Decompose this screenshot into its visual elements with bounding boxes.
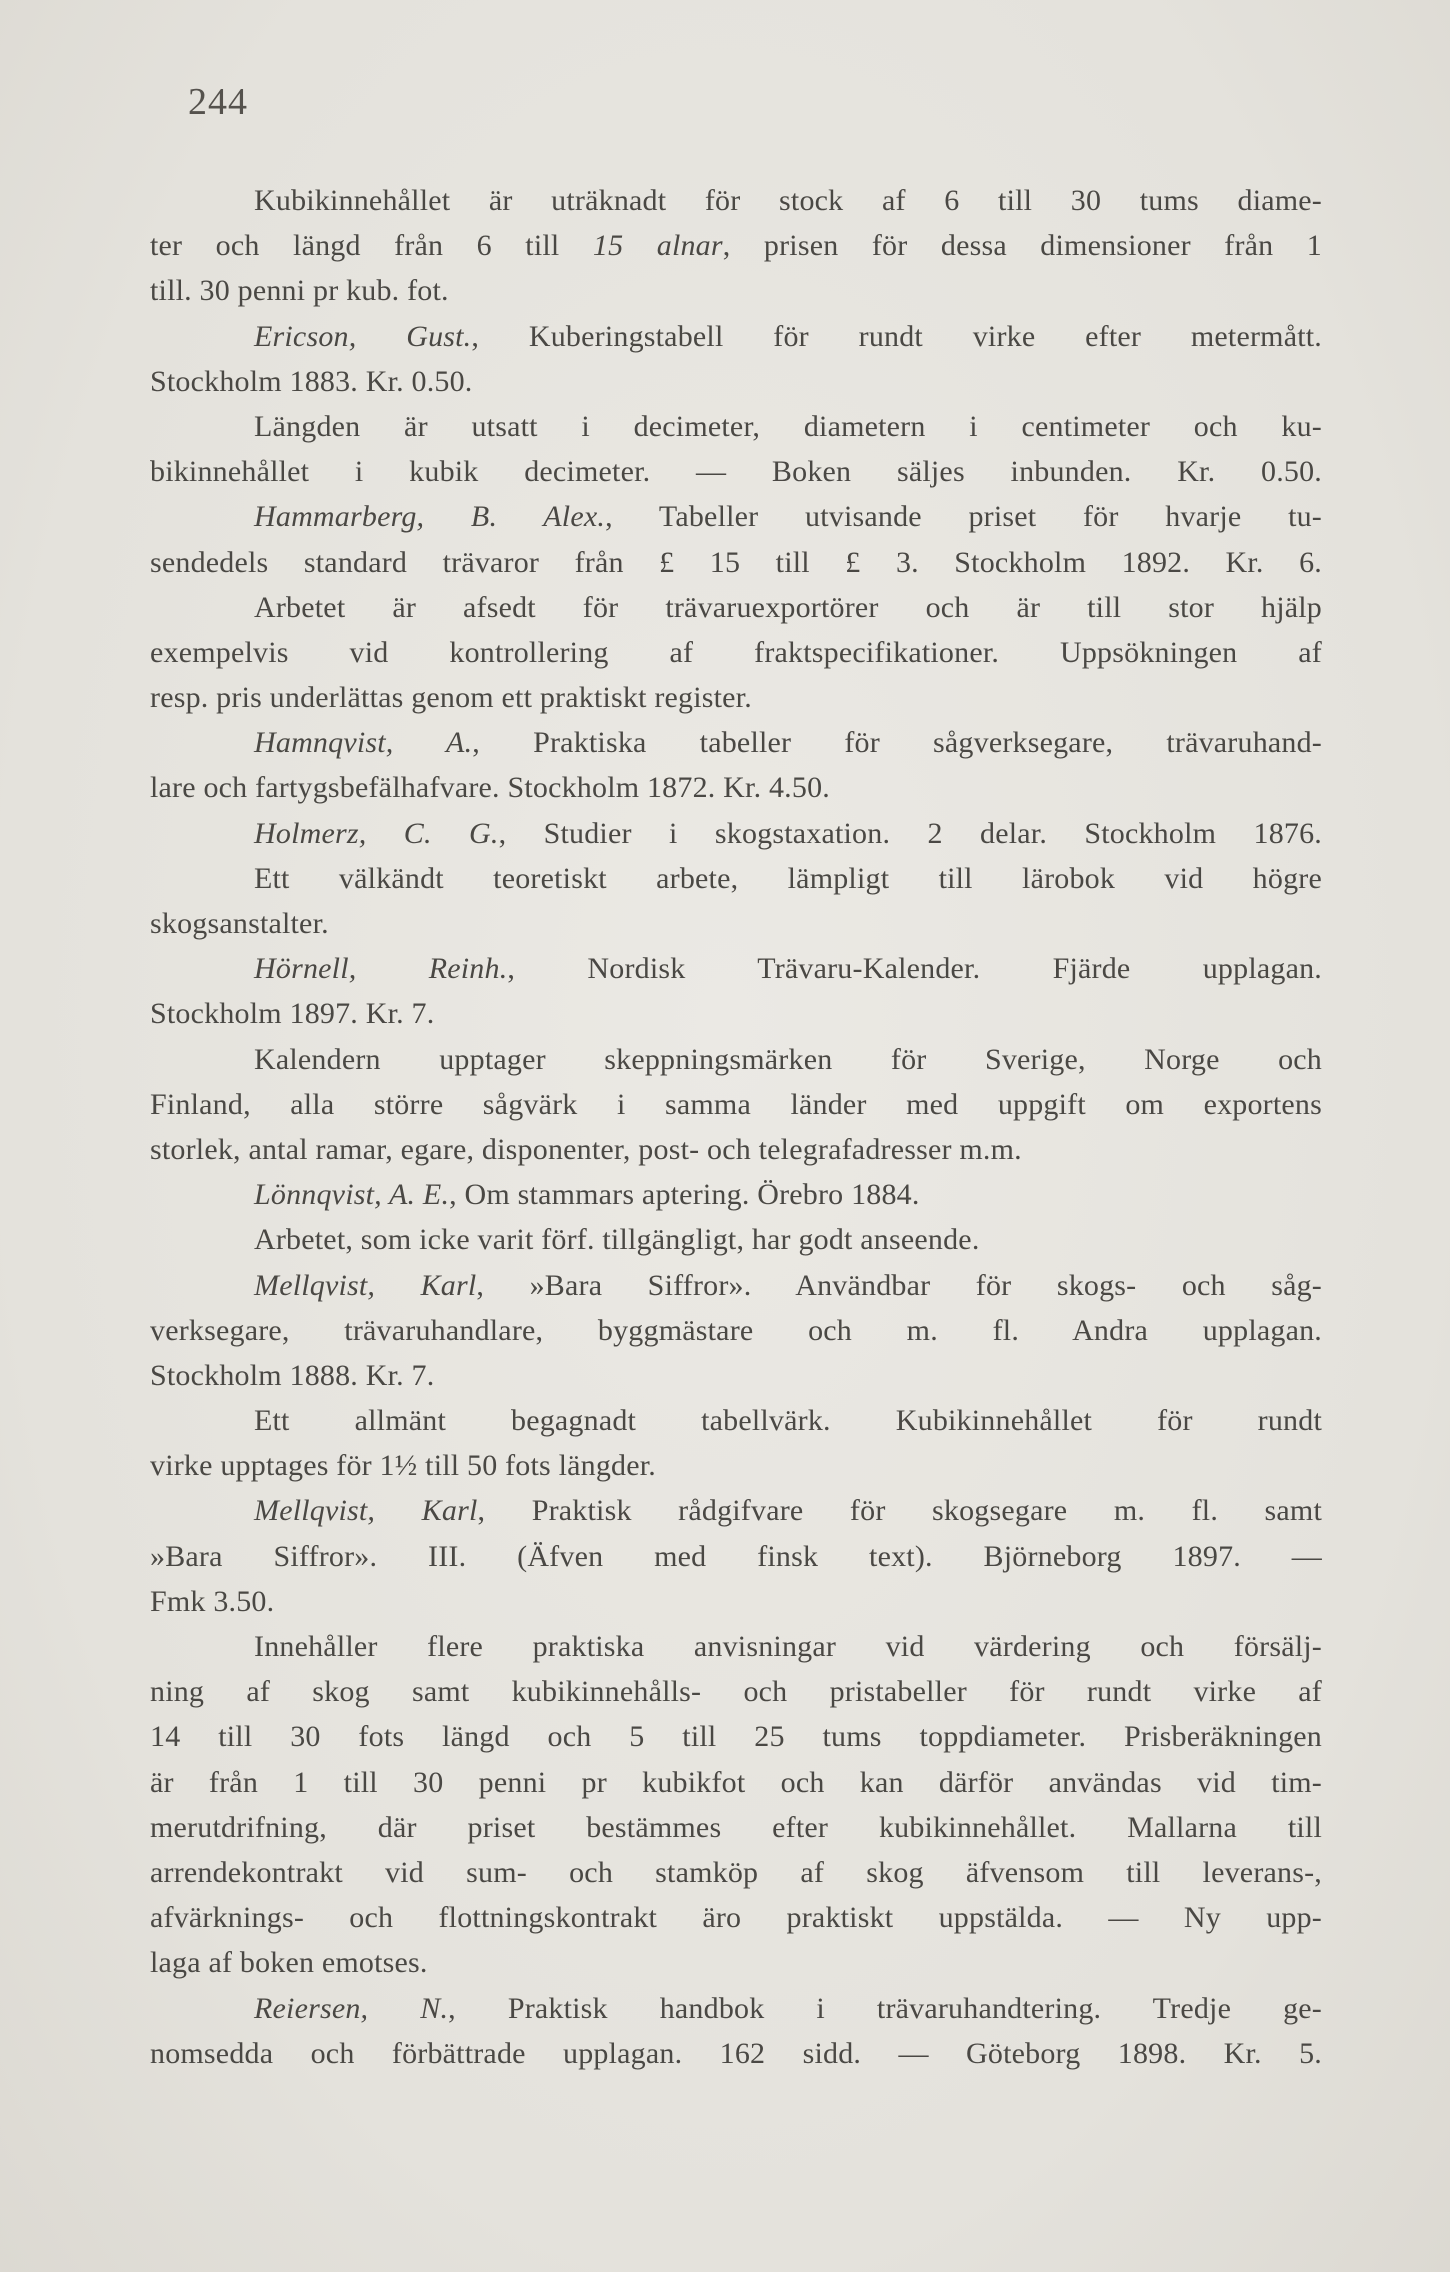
text-line — [150, 1263, 1322, 1308]
author-name: Mellqvist, Karl — [254, 1268, 477, 1302]
text-line — [150, 1127, 1322, 1172]
text-segment: storlek, antal ramar, egare, disponenter, post- och telegrafadresser m.m. — [150, 1132, 1022, 1166]
text-segment: verksegare, trävaruhandlare, byggmästare och m. fl. Andra upplagan. — [150, 1313, 1322, 1347]
text-line — [150, 494, 1322, 539]
text-segment: , Studier i skogstaxation. 2 delar. Stockholm 1876. — [498, 816, 1322, 850]
text-line — [150, 1986, 1322, 2031]
text-segment: skogsanstalter. — [150, 907, 329, 940]
text-segment: arrendekontrakt vid sum- och stamköp af skog äfvensom till leverans-, — [150, 1855, 1322, 1889]
text-line — [150, 1624, 1322, 1669]
page-number: 244 — [188, 81, 248, 123]
text-segment: Kubikinnehållet är uträknadt för stock af 6 till 30 tums diame- — [254, 184, 1322, 217]
bibliography-text — [150, 178, 1322, 2076]
text-line — [150, 1714, 1322, 1759]
text-segment: Fmk 3.50. — [150, 1584, 275, 1618]
text-segment: Finland, alla större sågvärk i samma länder med uppgift om exportens — [150, 1087, 1322, 1121]
author-name: Hammarberg, B. Alex. — [254, 500, 606, 534]
text-segment: , »Bara Siffror». Användbar för skogs- och såg- — [476, 1268, 1322, 1302]
text-line — [150, 1805, 1322, 1850]
text-line — [150, 1850, 1322, 1895]
text-segment: ter och längd från 6 till — [150, 229, 593, 263]
text-line — [150, 404, 1322, 449]
text-line — [150, 901, 1322, 946]
text-segment: resp. pris underlättas genom ett praktiskt register. — [150, 681, 752, 715]
author-name: Hamnqvist, A. — [254, 726, 473, 760]
text-line — [150, 359, 1322, 404]
text-line — [150, 1488, 1322, 1533]
text-segment: nomsedda och förbättrade upplagan. 162 sidd. — Göteborg 1898. Kr. 5. — [150, 2036, 1322, 2070]
text-segment: , Praktisk handbok i trävaruhandtering. Tredje ge- — [448, 1991, 1322, 2025]
author-name: 15 alnar — [592, 229, 723, 263]
author-name: Holmerz, C. G. — [254, 816, 499, 850]
author-name: Mellqvist, Karl — [254, 1494, 478, 1528]
text-line — [150, 1534, 1322, 1579]
text-line — [150, 765, 1322, 810]
text-segment: Stockholm 1883. Kr. 0.50. — [150, 364, 473, 398]
text-segment: , Tabeller utvisande priset för hvarje tu- — [605, 500, 1322, 534]
author-name: Ericson, Gust. — [254, 319, 472, 353]
text-line — [150, 1308, 1322, 1353]
text-segment: Kalendern upptager skeppningsmärken för Sverige, Norge och — [254, 1042, 1322, 1076]
text-line — [150, 1760, 1322, 1805]
text-line — [150, 1940, 1322, 1985]
text-line — [150, 178, 1322, 223]
text-line — [150, 1037, 1322, 1082]
text-line — [150, 1398, 1322, 1443]
text-segment: virke upptages för 1½ till 50 fots längder. — [150, 1449, 657, 1483]
text-line — [150, 1217, 1322, 1262]
text-segment: Ett allmänt begagnadt tabellvärk. Kubikinnehållet för rundt — [254, 1404, 1322, 1438]
text-segment: ning af skog samt kubikinnehålls- och pristabeller för rundt virke af — [150, 1675, 1322, 1709]
text-line — [150, 630, 1322, 675]
text-line — [150, 675, 1322, 720]
text-segment: laga af boken emotses. — [150, 1946, 428, 1980]
text-segment: Stockholm 1897. Kr. 7. — [150, 997, 435, 1031]
text-segment: Arbetet är afsedt för trävaruexportörer och är till stor hjälp — [254, 590, 1322, 624]
text-segment: bikinnehållet i kubik decimeter. — Boken säljes inbunden. Kr. 0.50. — [150, 455, 1322, 489]
text-line — [150, 449, 1322, 494]
text-segment: lare och fartygsbefälhafvare. Stockholm 1872. Kr. 4.50. — [150, 771, 830, 805]
text-line — [150, 2031, 1322, 2076]
text-line — [150, 1353, 1322, 1398]
text-segment: Innehåller flere praktiska anvisningar vid värdering och försälj- — [254, 1630, 1322, 1663]
text-segment: , Om stammars aptering. Örebro 1884. — [449, 1178, 920, 1212]
text-segment: Ett välkändt teoretiskt arbete, lämpligt till lärobok vid högre — [254, 861, 1322, 895]
text-line — [150, 1172, 1322, 1217]
text-segment: Längden är utsatt i decimeter, diametern i centimeter och ku- — [254, 409, 1322, 443]
text-line — [150, 1082, 1322, 1127]
text-line — [150, 585, 1322, 630]
text-segment: till. 30 penni pr kub. fot. — [150, 274, 449, 308]
text-line — [150, 811, 1322, 856]
text-line — [150, 720, 1322, 765]
text-segment: Stockholm 1888. Kr. 7. — [150, 1358, 435, 1392]
text-segment: , prisen för dessa dimensioner från 1 — [722, 229, 1322, 263]
text-line — [150, 1579, 1322, 1624]
text-segment: exempelvis vid kontrollering af fraktspecifikationer. Uppsökningen af — [150, 635, 1322, 669]
text-segment: , Kuberingstabell för rundt virke efter metermått. — [471, 319, 1322, 353]
text-segment: , Praktiska tabeller för sågverksegare, trävaruhand- — [472, 726, 1322, 760]
text-line — [150, 946, 1322, 991]
text-segment: Arbetet, som icke varit förf. tillgängligt, har godt anseende. — [254, 1223, 980, 1257]
text-line — [150, 540, 1322, 585]
text-segment: afvärknings- och flottningskontrakt äro praktiskt uppstälda. — Ny upp- — [150, 1901, 1322, 1935]
text-line — [150, 1443, 1322, 1488]
text-line — [150, 1895, 1322, 1940]
author-name: Lönnqvist, A. E. — [254, 1178, 450, 1212]
text-line — [150, 856, 1322, 901]
text-segment: »Bara Siffror». III. (Äfven med finsk text). Björneborg 1897. — — [150, 1539, 1322, 1573]
author-name: Reiersen, N. — [254, 1991, 449, 2025]
text-segment: , Praktisk rådgifvare för skogsegare m. fl. samt — [477, 1494, 1323, 1528]
text-segment: sendedels standard trävaror från £ 15 till £ 3. Stockholm 1892. Kr. 6. — [150, 545, 1322, 579]
text-line — [150, 1669, 1322, 1714]
text-segment: är från 1 till 30 penni pr kubikfot och kan därför användas vid tim- — [150, 1765, 1322, 1799]
text-line — [150, 268, 1322, 313]
text-segment: , Nordisk Trävaru-Kalender. Fjärde upplagan. — [507, 952, 1322, 986]
author-name: Hörnell, Reinh. — [254, 952, 508, 986]
text-segment: 14 till 30 fots längd och 5 till 25 tums toppdiameter. Prisberäkningen — [150, 1720, 1322, 1754]
text-line — [150, 314, 1322, 359]
text-line — [150, 991, 1322, 1036]
text-line — [150, 223, 1322, 268]
text-segment: merutdrifning, där priset bestämmes efter kubikinnehållet. Mallarna till — [150, 1810, 1322, 1844]
